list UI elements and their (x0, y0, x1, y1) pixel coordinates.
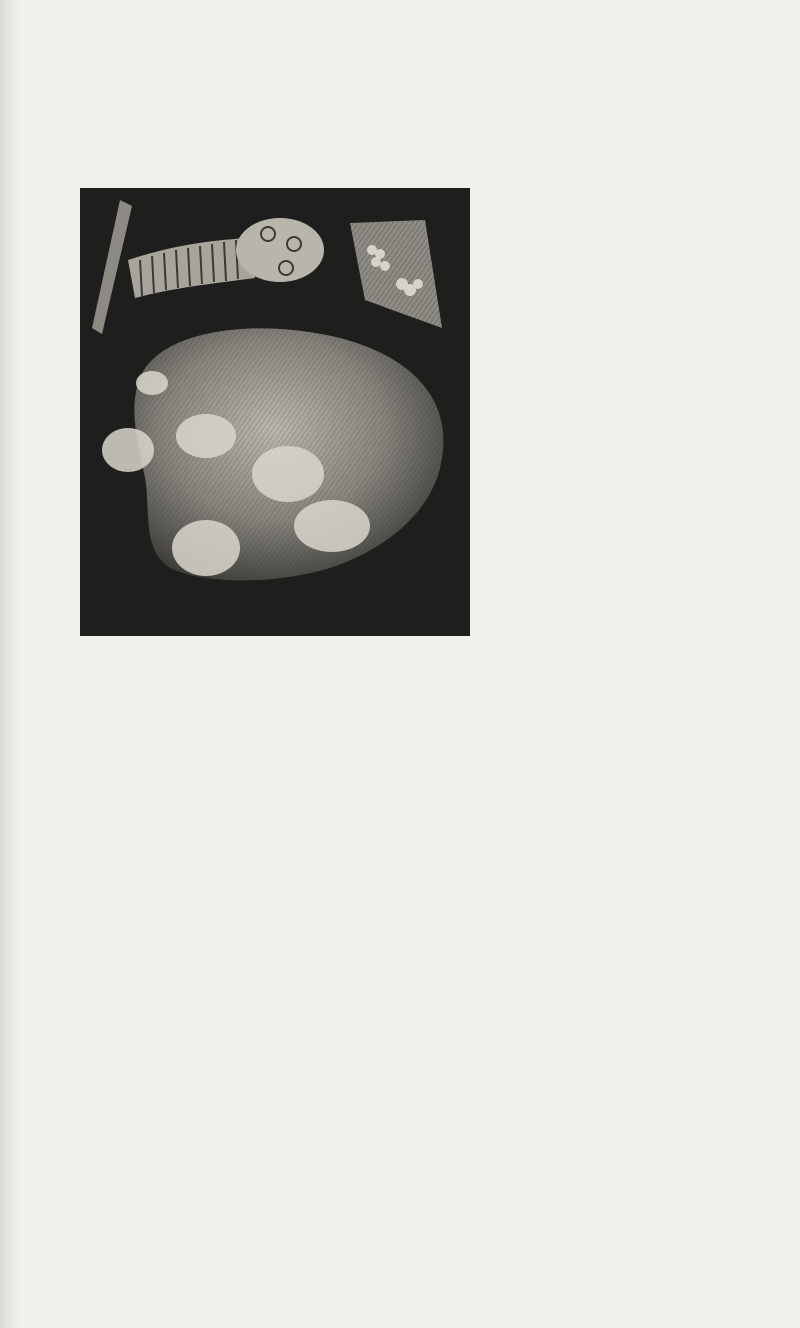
running-header (66, 46, 730, 76)
figure-60-engraving (80, 188, 470, 636)
page-edge-shadow (0, 0, 20, 1328)
coenurus-illustration (80, 188, 470, 636)
